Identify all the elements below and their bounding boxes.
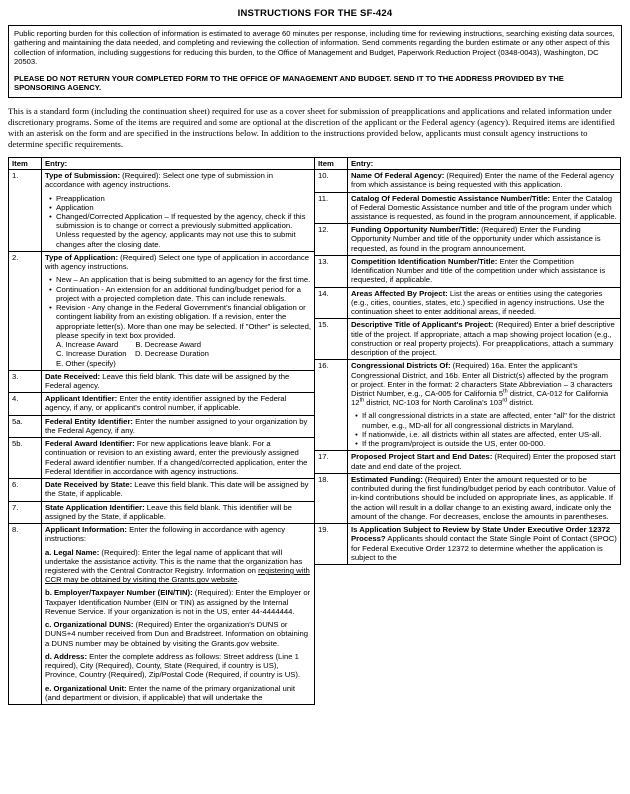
entry-paragraph <box>351 194 617 222</box>
entry-cell <box>42 524 315 705</box>
bullet-icon: • <box>355 411 358 421</box>
text-segment: List the areas or entities using the categories (e.g., cities, counties, states, etc.) specified in agency instructions. Use the continuation sheet to enter additional areas, if needed. <box>351 288 605 317</box>
text-segment: th <box>359 397 365 404</box>
text-segment: (Required) 16a. Enter the applicant's Congressional District, and 16b. Enter all District(s) affected by the program or project. Enter in the format: 2 characters State Abbreviation – 3 characters District Number, e.g., CA-005 for California 5 <box>351 361 613 398</box>
entry-paragraph <box>45 359 311 368</box>
intro-paragraph: This is a standard form (including the continuation sheet) required for use as a cover sheet for submission of preapplications and applications and related information under discretionary programs. Some of the items are required and some are optional at the discretion of the applicant or the Federal agency (agency). Required items are identified with an asterisk on the form and are specified in the instructions below. In addition to the instructions provided below, applicants must consult agency instructions to determine specific requirements. <box>8 105 615 149</box>
entry-bullet <box>45 303 311 340</box>
item-number: 19. <box>315 524 348 565</box>
entry-paragraph <box>351 361 617 407</box>
item-number: 10. <box>315 170 348 192</box>
entry-paragraph <box>351 475 617 521</box>
burden-notice-box <box>8 25 622 98</box>
instruction-row <box>9 438 315 479</box>
instruction-row <box>315 192 621 224</box>
text-segment: (Required) Enter the organization's DUNS or DUNS+4 number received from Dun and Bradstreet. Information on obtaining a DUNS number may be obtained by visiting the Grants.gov website. <box>45 620 309 648</box>
bullet-icon: • <box>49 275 52 285</box>
item-number: 5a. <box>9 415 42 437</box>
item-number: 18. <box>315 473 348 523</box>
text-segment: Leave this field blank. This date will be assigned by the State, if applicable. <box>45 480 309 499</box>
text-segment: Date Received: <box>45 371 101 381</box>
item-number: 7. <box>9 501 42 523</box>
instruction-row <box>315 360 621 451</box>
instruction-row <box>315 319 621 360</box>
entry-paragraph <box>351 171 617 189</box>
entry-paragraph <box>45 417 311 435</box>
text-segment: Changed/Corrected Application – If requested by the agency, check if this submission is to change or correct a previously submitted application. Unless requested by the agency, applicants may not use this to submit changes after the closing date. <box>56 212 306 249</box>
bullet-text <box>362 430 617 439</box>
instruction-row <box>9 479 315 501</box>
text-segment: Applicants should contact the State Single Point of Contact (SPOC) for Federal Executive Order 12372 to determine whether the application is subject to the <box>351 534 617 562</box>
item-number: 8. <box>9 524 42 705</box>
item-number: 15. <box>315 319 348 360</box>
entry-paragraph <box>45 620 311 648</box>
text-segment: (Required) Enter the name of the Federal agency from which assistance is being requested with this application. <box>351 171 614 190</box>
entry-bullet <box>45 285 311 303</box>
bullet-text <box>56 275 311 284</box>
entry-cell <box>348 224 621 256</box>
entry-paragraph <box>45 253 311 271</box>
entry-bullet <box>351 411 617 429</box>
text-segment: Preapplication <box>56 193 105 203</box>
entry-paragraph <box>45 548 311 585</box>
do-not-return-notice: PLEASE DO NOT RETURN YOUR COMPLETED FORM TO THE OFFICE OF MANAGEMENT AND BUDGET. SEND IT TO THE ADDRESS PROVIDED BY THE SPONSORING AGENCY. <box>14 73 564 93</box>
text-segment: Type of Submission: <box>45 171 121 181</box>
bullet-icon: • <box>355 439 358 449</box>
entry-cell <box>42 170 315 252</box>
text-segment: Leave this field blank. This date will be assigned by the Federal agency. <box>45 371 290 390</box>
entry-paragraph <box>351 525 617 562</box>
entry-bullet <box>45 194 311 203</box>
bullet-text <box>362 411 617 429</box>
text-segment: Enter the entity identifier assigned by the Federal agency, if any, or applicant's control number, if applicable. <box>45 394 287 413</box>
entry-cell <box>42 438 315 479</box>
text-segment: Enter the name of the primary organizational unit (and department or division, if applicable) that will undertake the <box>45 683 295 702</box>
instruction-row <box>9 251 315 370</box>
text-segment: Catalog Of Federal Domestic Assistance Number/Title: <box>351 193 551 203</box>
entry-cell <box>348 319 621 360</box>
instruction-row <box>315 451 621 473</box>
instructions-left-column <box>8 157 315 705</box>
entry-bullet <box>45 275 311 284</box>
text-segment: district, CA-012 for California 12 <box>351 389 609 408</box>
entry-paragraph <box>45 349 311 358</box>
bullet-icon: • <box>49 193 52 203</box>
text-segment: c. Organizational DUNS: <box>45 620 134 630</box>
entry-paragraph <box>45 684 311 702</box>
entry-paragraph <box>45 439 311 476</box>
text-segment: Leave this field blank. This identifier will be assigned by the State, if applicable. <box>45 502 292 521</box>
instruction-row <box>9 415 315 437</box>
entry-bullet <box>45 212 311 249</box>
text-segment: Date Received by State: <box>45 480 133 490</box>
text-segment: State Application Identifier: <box>45 502 145 512</box>
bullet-icon: • <box>355 429 358 439</box>
text-segment: New – An application that is being submitted to an agency for the first time. <box>56 275 311 285</box>
text-segment: E. Other (specify) <box>56 358 116 368</box>
bullet-icon: • <box>49 284 52 294</box>
header-row-left <box>9 157 315 169</box>
entry-paragraph <box>45 480 311 498</box>
item-number: 14. <box>315 287 348 319</box>
entry-cell <box>348 473 621 523</box>
text-segment: Applicant Information: <box>45 525 127 535</box>
header-row-right <box>315 157 621 169</box>
entry-bullet <box>351 430 617 439</box>
text-segment: (Required) Select one type of application in accordance with agency instructions. <box>45 252 310 272</box>
text-segment: Application <box>56 202 94 212</box>
text-segment: Competition Identification Number/Title: <box>351 256 498 266</box>
instruction-row <box>9 370 315 392</box>
text-segment: If all congressional districts in a state are affected, enter "all" for the district number, e.g., MD-all for all congressional districts in Maryland. <box>362 411 616 430</box>
entry-cell <box>42 393 315 415</box>
text-segment: C. Increase Duration D. Decrease Duration <box>56 349 209 359</box>
text-segment: If nationwide, i.e. all districts within all states are affected, enter US-all. <box>362 429 602 439</box>
text-segment: . <box>237 575 240 585</box>
instruction-row <box>315 287 621 319</box>
entry-bullet <box>45 203 311 212</box>
page-title: INSTRUCTIONS FOR THE SF-424 <box>237 8 393 19</box>
text-segment: Revision - Any change in the Federal Government's financial obligation or contingent liability from an existing obligation. If a revision, enter the appropriate letter(s). More than one may be selected. If "Other" is selected, please specify in text box provided. <box>56 303 311 340</box>
text-segment: (Required) Enter a brief descriptive title of the project. If appropriate, attach a map showing project location (e.g., construction or real property projects). For preapplications, attach a summary description of the project. <box>351 320 615 358</box>
bullet-text <box>56 194 311 203</box>
instruction-row <box>9 393 315 415</box>
text-segment: Enter the number assigned to your organization by the Federal Agency, if any. <box>45 416 308 435</box>
instruction-row <box>315 524 621 565</box>
entry-header-left: Entry: <box>42 157 315 169</box>
text-segment: Descriptive Title of Applicant's Project: <box>351 320 494 330</box>
item-number: 17. <box>315 451 348 473</box>
entry-cell <box>348 524 621 565</box>
bullet-icon: • <box>49 212 52 222</box>
item-number: 1. <box>9 170 42 252</box>
text-segment: a. Legal Name: <box>45 547 100 557</box>
entry-paragraph <box>351 320 617 357</box>
entry-header-right: Entry: <box>348 157 621 169</box>
item-number: 12. <box>315 224 348 256</box>
text-segment: For new applications leave blank. For a continuation or revision to an existing award, enter the previously assigned Federal award identifier number. If a changed/corrected application, enter the Federal Identifier in accordance with agency instructions. <box>45 439 308 476</box>
entry-paragraph <box>351 257 617 285</box>
entry-cell <box>42 479 315 501</box>
text-segment: (Required): Enter the legal name of applicant that will undertake the assistance activity. This is the name that the organization has registered with the Central Contractor Registry. Information on <box>45 547 303 575</box>
item-number: 4. <box>9 393 42 415</box>
text-segment: th <box>503 388 508 395</box>
text-segment: If the program/project is outside the US, enter 00-000. <box>362 439 546 449</box>
entry-paragraph <box>351 225 617 253</box>
item-header-left: Item <box>9 157 42 169</box>
entry-cell <box>348 360 621 451</box>
entry-cell <box>348 192 621 224</box>
text-segment: Federal Entity Identifier: <box>45 416 133 426</box>
item-number: 5b. <box>9 438 42 479</box>
text-segment: Funding Opportunity Number/Title: <box>351 225 479 235</box>
text-segment: (Required) Enter the amount requested or to be contributed during the first funding/budget period by each contributor. Value of in-kind contributions should be included on appropriate lines, as applicable. If the action will result in a dollar change to an existing award, indicate only the amount of the change. For decreases, enclose the amounts in parentheses. <box>351 474 616 521</box>
item-number: 16. <box>315 360 348 451</box>
item-number: 2. <box>9 251 42 370</box>
text-segment: d. Address: <box>45 651 88 661</box>
text-segment: Name Of Federal Agency: <box>351 171 445 181</box>
bullet-text <box>56 212 311 249</box>
item-number: 3. <box>9 370 42 392</box>
text-segment: Congressional Districts Of: <box>351 361 451 371</box>
text-segment: Federal Award Identifier: <box>45 439 135 449</box>
entry-bullet <box>351 439 617 448</box>
text-segment: (Required) Enter the Funding Opportunity Number and title of the opportunity under which assistance is requested, as found in the program announcement. <box>351 225 601 253</box>
text-segment: (Required) Enter the proposed start date and end date of the project. <box>351 452 616 471</box>
entry-paragraph <box>45 588 311 616</box>
text-segment: Enter the following in accordance with agency instructions: <box>45 525 286 544</box>
entry-paragraph <box>45 503 311 521</box>
entry-paragraph <box>45 372 311 390</box>
bullet-icon: • <box>49 202 52 212</box>
item-number: 11. <box>315 192 348 224</box>
entry-paragraph <box>45 340 311 349</box>
item-number: 13. <box>315 255 348 287</box>
text-segment: Type of Application: <box>45 252 119 262</box>
text-segment: registering with CCR may be obtained by visiting the Grants.gov website <box>45 565 310 585</box>
instruction-row <box>315 170 621 192</box>
text-segment: Areas Affected By Project: <box>351 288 448 298</box>
bullet-text <box>56 203 311 212</box>
instruction-row <box>9 501 315 523</box>
text-segment: Enter the complete address as follows: Street address (Line 1 required), City (Required), County, State (Required, if country is US), Province, Country (Required), Zip/Postal Code (Required, if country is US). <box>45 651 301 680</box>
instruction-row <box>315 255 621 287</box>
text-segment: rd <box>502 397 508 404</box>
instruction-row <box>9 524 315 705</box>
text-segment: Enter the Catalog of Federal Domestic Assistance number and title of the program under which assistance is requested, as found in the program announcement, if applicable. <box>351 193 617 222</box>
text-segment: b. Employer/Taxpayer Number (EIN/TIN): <box>45 588 193 598</box>
bullet-text <box>56 285 311 303</box>
entry-paragraph <box>45 525 311 543</box>
text-segment: Continuation - An extension for an additional funding/budget period for a project with a projected completion date. This can include renewals. <box>56 284 301 303</box>
text-segment: district, NC-103 for North Carolina's 103 <box>364 398 503 408</box>
entry-cell <box>42 415 315 437</box>
instruction-row <box>315 473 621 523</box>
text-segment: e. Organizational Unit: <box>45 683 127 693</box>
entry-cell <box>42 501 315 523</box>
text-segment: (Required): Enter the Employer or Taxpayer Identification Number (EIN or TIN) as assigned by the Internal Revenue Service. If your organization is not in the US, enter 44-4444444. <box>45 588 311 616</box>
text-segment: A. Increase Award B. Decrease Award <box>56 340 201 350</box>
burden-paragraph: Public reporting burden for this collection of information is estimated to average 60 minutes per response, including time for reviewing instructions, searching existing data sources, gathering and maintaining the data needed, and completing and reviewing the collection of information. Send comments regarding the burden estimate or any other aspect of this collection of information, including suggestions for reducing this burden, to the Office of Management and Budget, Paperwork Reduction Project (0348-0043), Washington, DC 20503. <box>14 29 615 67</box>
text-segment: district. <box>507 398 534 408</box>
entry-cell <box>42 251 315 370</box>
text-segment: Enter the Competition Identification Number and title of the competition under which assistance is requested, if applicable. <box>351 256 606 285</box>
text-segment: Estimated Funding: <box>351 474 423 484</box>
instruction-row <box>9 170 315 252</box>
entry-cell <box>348 170 621 192</box>
entry-paragraph <box>351 289 617 317</box>
text-segment: (Required): Select one type of submission in accordance with agency instructions. <box>45 171 274 190</box>
instruction-row <box>315 224 621 256</box>
text-segment: Is Application Subject to Review by State Under Executive Order 12372 Process? <box>351 525 611 544</box>
item-header-right: Item <box>315 157 348 169</box>
item-number: 6. <box>9 479 42 501</box>
instructions-table <box>8 157 622 705</box>
text-segment: Proposed Project Start and End Dates: <box>351 452 493 462</box>
bullet-text <box>362 439 617 448</box>
entry-cell <box>348 255 621 287</box>
bullet-icon: • <box>49 303 52 313</box>
entry-paragraph <box>45 171 311 189</box>
entry-paragraph <box>351 452 617 470</box>
entry-paragraph <box>45 394 311 412</box>
text-segment: Applicant Identifier: <box>45 394 118 404</box>
entry-cell <box>348 287 621 319</box>
bullet-text <box>56 303 311 340</box>
entry-cell <box>42 370 315 392</box>
entry-paragraph <box>45 652 311 680</box>
instructions-right-column <box>314 157 621 565</box>
entry-cell <box>348 451 621 473</box>
